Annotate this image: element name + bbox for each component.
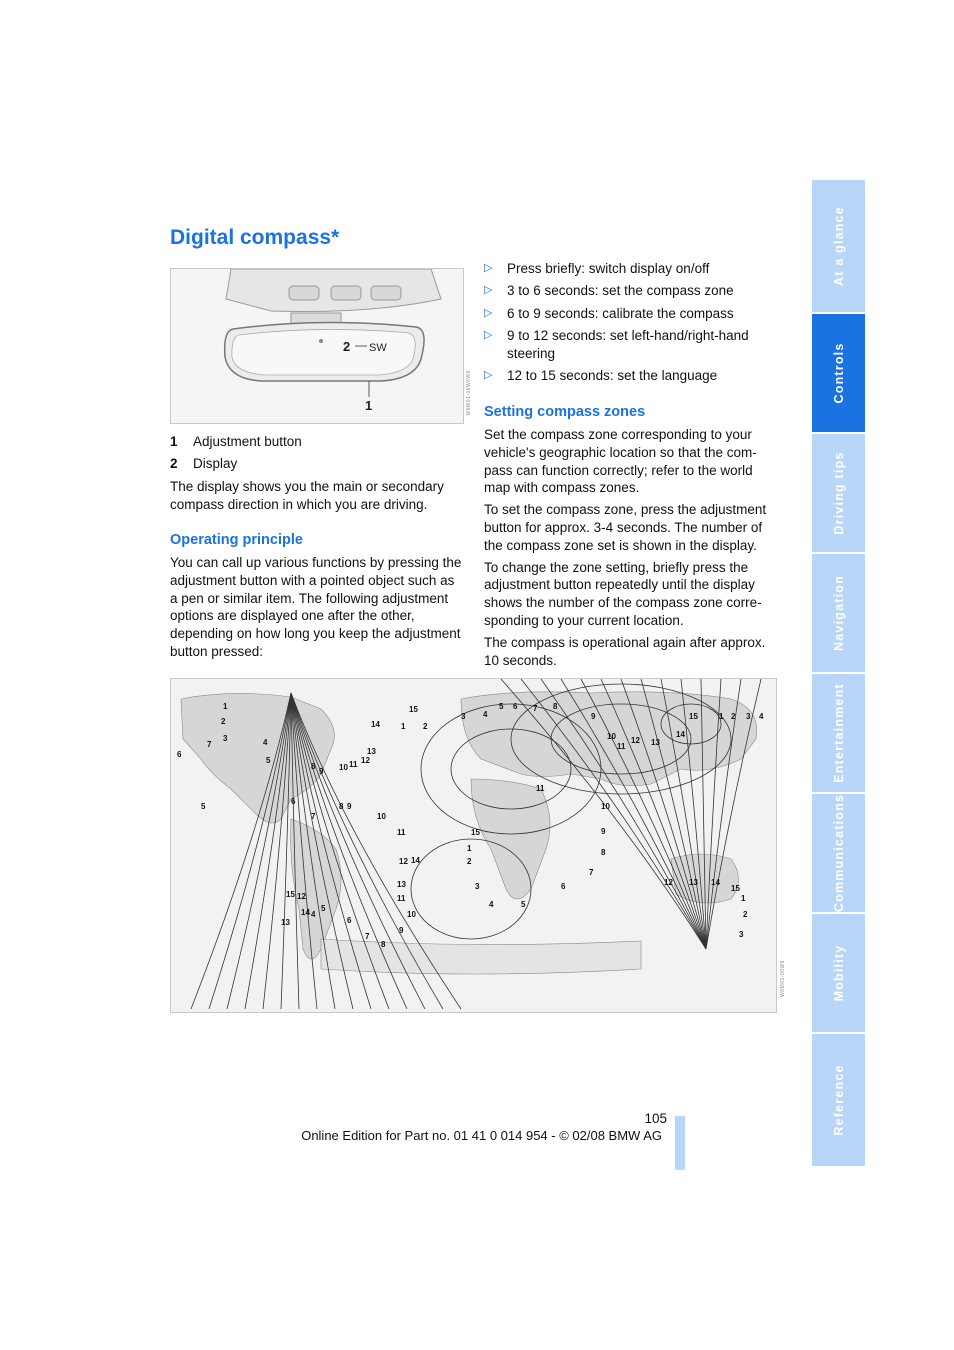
zone-number-label: 6	[291, 797, 296, 806]
zone-number-label: 12	[631, 736, 640, 745]
tab-reference[interactable]: Reference	[812, 1034, 865, 1166]
zone-number-label: 12	[297, 892, 306, 901]
zone-number-label: 10	[339, 763, 348, 772]
zone-number-label: 13	[367, 747, 376, 756]
zone-number-label: 4	[483, 710, 488, 719]
paragraph: To change the zone setting, briefly press the adjustment button repeatedly until the display shows the number of the compass zone corre-sponding to your current location.	[484, 559, 762, 628]
zone-number-label: 13	[651, 738, 660, 747]
zone-number-label: 7	[365, 932, 370, 941]
tab-at-a-glance[interactable]: At a glance	[812, 180, 865, 312]
tab-mobility[interactable]: Mobility	[812, 914, 865, 1032]
zone-number-label: 15	[471, 828, 480, 837]
list-item: ▷ 3 to 6 seconds: set the compass zone	[484, 283, 734, 299]
zone-number-label: 8	[601, 848, 606, 857]
zone-number-label: 3	[746, 712, 751, 721]
zone-number-label: 9	[347, 802, 352, 811]
zone-number-label: 9	[399, 926, 404, 935]
zone-number-label: 2	[743, 910, 748, 919]
zone-number-label: 15	[286, 890, 295, 899]
zone-number-label: 1	[223, 702, 228, 711]
zone-number-label: 15	[731, 884, 740, 893]
zone-number-label: 5	[321, 904, 326, 913]
page-title: Digital compass*	[170, 226, 340, 249]
figure-code: W6M01-06W6W6	[466, 370, 472, 416]
zone-number-label: 10	[407, 910, 416, 919]
compass-display-text: SW	[369, 342, 387, 354]
setting-zones-heading: Setting compass zones	[484, 404, 646, 420]
zone-number-label: 1	[719, 712, 724, 721]
zone-number-label: 14	[411, 856, 420, 865]
zone-number-label: 5	[266, 756, 271, 765]
zone-number-label: 3	[739, 930, 744, 939]
zone-number-label: 5	[201, 802, 206, 811]
zone-number-label: 11	[397, 894, 406, 903]
zone-number-label: 15	[689, 712, 698, 721]
zone-number-label: 1	[741, 894, 746, 903]
zone-number-label: 8	[381, 940, 386, 949]
zone-number-label: 3	[461, 712, 466, 721]
zone-number-label: 7	[311, 812, 316, 821]
map-code: W6M01-06W6	[780, 960, 786, 997]
paragraph: The compass is operational again after approx. 10 seconds.	[484, 634, 766, 668]
zone-number-label: 8	[339, 802, 344, 811]
bullet-arrow-icon: ▷	[484, 284, 493, 297]
tab-driving-tips[interactable]: Driving tips	[812, 434, 865, 552]
intro-paragraph: The display shows you the main or secondary compass direction in which you are driving.	[170, 479, 444, 512]
function-list	[484, 260, 776, 389]
zone-number-label: 7	[207, 740, 212, 749]
zone-number-label: 5	[499, 702, 504, 711]
zone-number-label: 4	[489, 900, 494, 909]
zone-number-label: 12	[361, 756, 370, 765]
bullet-arrow-icon: ▷	[484, 262, 493, 274]
zone-number-label: 3	[475, 882, 480, 891]
zone-number-label: 6	[347, 916, 352, 925]
paragraph: Set the compass zone corresponding to your vehicle's geographic location so that the com-pass can function correctly; refer to the world map with compass zones.	[484, 427, 757, 496]
page-number: 105	[644, 1111, 667, 1126]
zone-number-label: 13	[281, 918, 290, 927]
figure-label-1: 1	[365, 398, 373, 413]
zone-number-label: 9	[591, 712, 596, 721]
tab-controls[interactable]: Controls	[812, 314, 865, 432]
zone-number-label: 2	[467, 857, 472, 866]
bullet-arrow-icon: ▷	[484, 328, 493, 341]
legend-item: 2 Display	[170, 456, 238, 471]
zone-number-label: 12	[664, 878, 673, 887]
zone-number-label: 4	[263, 738, 268, 747]
zone-number-label: 10	[607, 732, 616, 741]
zone-number-label: 10	[377, 812, 386, 821]
zone-number-label: 8	[311, 762, 316, 771]
zone-number-label: 3	[223, 734, 228, 743]
tab-communications[interactable]: Communications	[812, 794, 865, 912]
zone-number-label: 4	[311, 910, 316, 919]
setting-zones-text	[484, 426, 776, 673]
list-item: ▷ Press briefly: switch display on/off	[484, 261, 710, 276]
operating-principle-heading: Operating principle	[170, 532, 303, 548]
operating-principle-text: You can call up various functions by pressing the adjustment button with a pointed object such as a pen or similar item. The following adjustment options are displayed one after the other, depending on how long you keep the adjustment button pressed:	[170, 555, 462, 659]
figure-label-2: 2	[343, 339, 351, 354]
zone-number-label: 14	[371, 720, 380, 729]
zone-number-label: 14	[301, 908, 310, 917]
zone-number-label: 15	[409, 705, 418, 714]
zone-number-label: 2	[221, 717, 226, 726]
zone-number-label: 6	[561, 882, 566, 891]
zone-number-label: 13	[397, 880, 406, 889]
zone-number-label: 9	[601, 827, 606, 836]
tab-navigation[interactable]: Navigation	[812, 554, 865, 672]
list-item: ▷ 9 to 12 seconds: set left-hand/right-hand steering	[484, 327, 749, 361]
footer-text: Online Edition for Part no. 01 41 0 014 954 - © 02/08 BMW AG	[301, 1128, 662, 1143]
zone-number-label: 5	[521, 900, 526, 909]
zone-number-label: 1	[401, 722, 406, 731]
zone-number-label: 11	[617, 742, 626, 751]
list-item: ▷ 6 to 9 seconds: calibrate the compass	[484, 305, 734, 321]
page-marker	[675, 1116, 685, 1170]
zone-number-label: 2	[423, 722, 428, 731]
zone-number-label: 10	[601, 802, 610, 811]
zone-number-label: 7	[589, 868, 594, 877]
bullet-arrow-icon: ▷	[484, 368, 493, 381]
compass-zone-world-map	[170, 678, 777, 1013]
paragraph: To set the compass zone, press the adjustment button for approx. 3-4 seconds. The number of the compass zone set is shown in the display.	[484, 502, 767, 553]
zone-number-label: 2	[731, 712, 736, 721]
zone-number-label: 11	[397, 828, 406, 837]
zone-number-label: 4	[759, 712, 764, 721]
tab-entertainment[interactable]: Entertainment	[812, 674, 865, 792]
zone-number-label: 14	[676, 730, 685, 739]
mirror-compass-figure	[170, 268, 464, 424]
zone-number-label: 7	[533, 704, 538, 713]
zone-number-label: 1	[467, 844, 472, 853]
zone-number-label: 13	[689, 878, 698, 887]
bullet-arrow-icon: ▷	[484, 306, 493, 319]
zone-number-label: 14	[711, 878, 720, 887]
zone-number-label: 11	[349, 760, 358, 769]
zone-number-label: 11	[536, 784, 545, 793]
zone-number-label: 8	[553, 702, 558, 711]
zone-number-label: 12	[399, 857, 408, 866]
legend-item: 1 Adjustment button	[170, 434, 302, 449]
zone-number-label: 6	[513, 702, 518, 711]
list-item: ▷ 12 to 15 seconds: set the language	[484, 367, 718, 383]
zone-number-label: 9	[319, 767, 324, 776]
zone-number-label: 6	[177, 750, 182, 759]
